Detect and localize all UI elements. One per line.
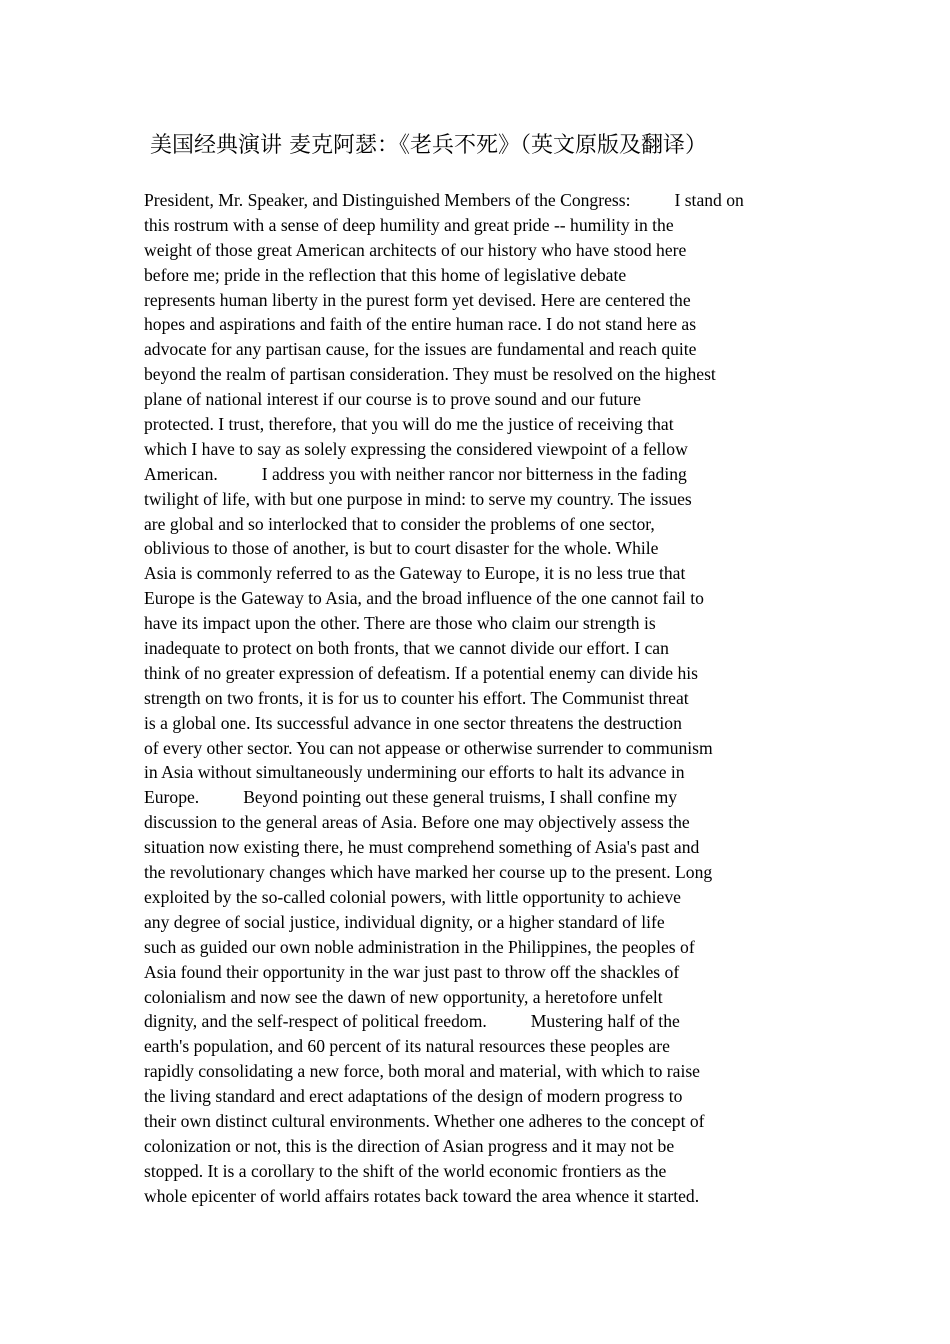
- body-line: beyond the realm of partisan consideration. They must be resolved on the highest: [144, 364, 716, 385]
- body-line: inadequate to protect on both fronts, that we cannot divide our effort. I can: [144, 638, 669, 659]
- body-line: this rostrum with a sense of deep humility and great pride -- humility in the: [144, 214, 674, 235]
- body-line: whole epicenter of world affairs rotates back toward the area whence it started.: [144, 1185, 700, 1206]
- body-line: plane of national interest if our course is to prove sound and our future: [144, 389, 641, 410]
- body-line: twilight of life, with but one purpose in mind: to serve my country. The issues: [144, 488, 692, 509]
- body-line: advocate for any partisan cause, for the issues are fundamental and reach quite: [144, 339, 697, 360]
- body-line: situation now existing there, he must comprehend something of Asia's past and: [144, 837, 700, 858]
- body-line: discussion to the general areas of Asia. Before one may objectively assess the: [144, 812, 690, 833]
- page-title: 美国经典演讲 麦克阿瑟：《老兵不死》（英文原版及翻译）: [150, 133, 707, 158]
- body-line: oblivious to those of another, is but to court disaster for the whole. While: [144, 538, 659, 559]
- body-line: dignity, and the self-respect of political freedom. Mustering half of the: [144, 1011, 680, 1032]
- body-line: strength on two fronts, it is for us to counter his effort. The Communist threat: [144, 687, 689, 708]
- body-line: Europe is the Gateway to Asia, and the broad influence of the one cannot fail to: [144, 588, 704, 609]
- body-line: rapidly consolidating a new force, both moral and material, with which to raise: [144, 1061, 700, 1082]
- body-line: any degree of social justice, individual dignity, or a higher standard of life: [144, 911, 665, 932]
- body-line: American. I address you with neither rancor nor bitterness in the fading: [144, 463, 687, 484]
- body-line: President, Mr. Speaker, and Distinguished Members of the Congress: I stand on: [144, 190, 744, 210]
- body-line: Europe. Beyond pointing out these general truisms, I shall confine my: [144, 787, 678, 808]
- speech-body: [144, 188, 824, 1209]
- body-line: stopped. It is a corollary to the shift of the world economic frontiers as the: [144, 1160, 667, 1181]
- body-line: are global and so interlocked that to consider the problems of one sector,: [144, 513, 655, 534]
- body-line: earth's population, and 60 percent of its natural resources these peoples are: [144, 1036, 670, 1057]
- body-line: exploited by the so-called colonial powers, with little opportunity to achieve: [144, 886, 681, 907]
- body-line: weight of those great American architects of our history who have stood here: [144, 239, 687, 260]
- body-line: protected. I trust, therefore, that you will do me the justice of receiving that: [144, 414, 674, 435]
- body-line: the revolutionary changes which have marked her course up to the present. Long: [144, 862, 713, 883]
- body-line: before me; pride in the reflection that this home of legislative debate: [144, 264, 627, 285]
- body-line: hopes and aspirations and faith of the entire human race. I do not stand here as: [144, 314, 697, 335]
- body-line: Asia found their opportunity in the war just past to throw off the shackles of: [144, 961, 680, 982]
- body-line: have its impact upon the other. There are those who claim our strength is: [144, 613, 656, 634]
- body-line: such as guided our own noble administration in the Philippines, the peoples of: [144, 936, 695, 957]
- body-line: of every other sector. You can not appease or otherwise surrender to communism: [144, 737, 713, 758]
- body-line: think of no greater expression of defeatism. If a potential enemy can divide his: [144, 662, 699, 683]
- body-line: represents human liberty in the purest form yet devised. Here are centered the: [144, 289, 691, 310]
- body-line: the living standard and erect adaptations of the design of modern progress to: [144, 1086, 683, 1107]
- body-line: colonization or not, this is the direction of Asian progress and it may not be: [144, 1135, 675, 1156]
- body-line: Asia is commonly referred to as the Gateway to Europe, it is no less true that: [144, 563, 686, 584]
- body-line: their own distinct cultural environments. Whether one adheres to the concept of: [144, 1110, 705, 1131]
- body-line: which I have to say as solely expressing the considered viewpoint of a fellow: [144, 438, 688, 459]
- body-line: colonialism and now see the dawn of new opportunity, a heretofore unfelt: [144, 986, 663, 1007]
- body-line: in Asia without simultaneously undermining our efforts to halt its advance in: [144, 762, 685, 783]
- body-line: is a global one. Its successful advance in one sector threatens the destruction: [144, 712, 682, 733]
